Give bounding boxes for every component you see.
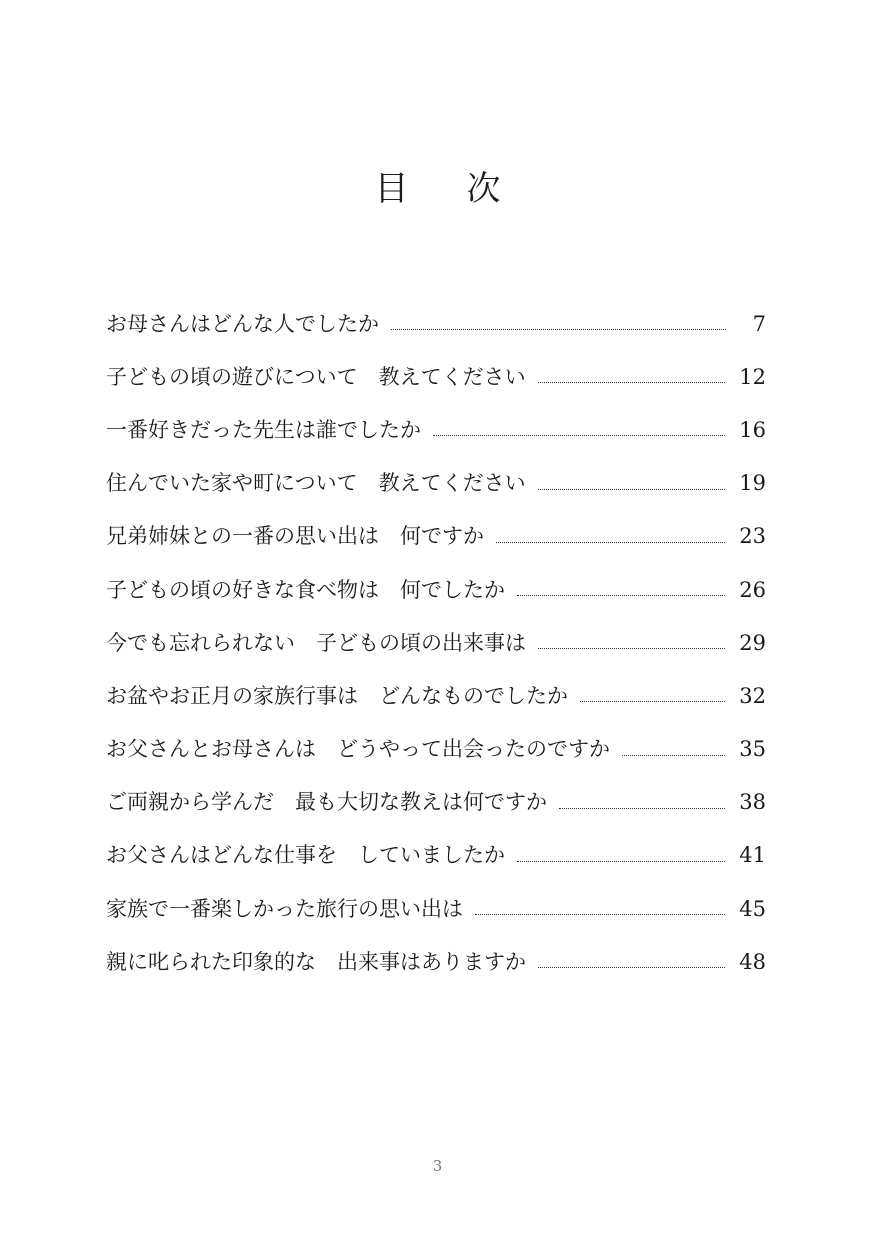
dot-leader	[538, 967, 725, 968]
toc-entry-page: 7	[752, 311, 766, 336]
dot-leader	[538, 489, 726, 490]
toc-entry-title: 今でも忘れられない 子どもの頃の出来事は	[106, 630, 526, 655]
toc-entry-page: 38	[739, 790, 766, 815]
toc-entry-page: 48	[739, 949, 766, 974]
toc-entry-title: お盆やお正月の家族行事は どんなものでしたか	[106, 683, 568, 708]
toc-entry[interactable]	[106, 510, 766, 563]
toc-entry-title: 一番好きだった先生は誰でしたか	[106, 417, 421, 442]
page-title: 目次	[374, 169, 559, 209]
dot-leader	[538, 648, 725, 649]
dot-leader	[496, 542, 725, 543]
dot-leader	[391, 329, 726, 330]
toc-entry[interactable]	[106, 829, 766, 882]
toc-entry[interactable]	[106, 457, 766, 510]
toc-entry[interactable]	[106, 297, 766, 350]
toc-entry-title: 子どもの頃の遊びについて 教えてください	[106, 364, 526, 389]
toc-entry-title: お母さんはどんな人でしたか	[106, 311, 379, 336]
toc-entry[interactable]	[106, 882, 766, 935]
toc-entry-page: 32	[739, 683, 766, 708]
toc-entry[interactable]	[106, 403, 766, 456]
toc-entry[interactable]	[106, 563, 766, 616]
toc-entry-page: 16	[739, 417, 766, 442]
dot-leader	[580, 701, 725, 702]
toc-entry-page: 41	[739, 843, 766, 868]
toc-entry-page: 19	[739, 471, 766, 496]
toc-entry-page: 35	[739, 737, 766, 762]
toc-entry-title: 家族で一番楽しかった旅行の思い出は	[106, 896, 463, 921]
toc-entry-title: ご両親から学んだ 最も大切な教えは何ですか	[106, 790, 547, 815]
dot-leader	[517, 861, 725, 862]
toc-entry-title: お父さんとお母さんは どうやって出会ったのですか	[106, 737, 610, 762]
dot-leader	[622, 755, 725, 756]
toc-entry[interactable]	[106, 935, 766, 988]
page-number: 3	[432, 1157, 443, 1175]
dot-leader	[475, 914, 725, 915]
toc-entry[interactable]	[106, 669, 766, 722]
toc-entry-page: 12	[739, 364, 766, 389]
toc-entry[interactable]	[106, 616, 766, 669]
toc-entry[interactable]	[106, 723, 766, 776]
toc-entry-title: 住んでいた家や町について 教えてください	[106, 471, 526, 496]
dot-leader	[559, 808, 725, 809]
toc-entry-page: 26	[739, 577, 766, 602]
toc-entry-page: 29	[739, 630, 766, 655]
toc-entry[interactable]	[106, 776, 766, 829]
toc-entry-title: 兄弟姉妹との一番の思い出は 何ですか	[106, 524, 484, 549]
dot-leader	[538, 382, 726, 383]
toc-entry-page: 45	[739, 896, 766, 921]
dot-leader	[517, 595, 725, 596]
toc-entry-title: お父さんはどんな仕事を していましたか	[106, 843, 505, 868]
table-of-contents	[106, 297, 766, 988]
toc-entry-page: 23	[739, 524, 766, 549]
toc-entry[interactable]	[106, 350, 766, 403]
toc-entry-title: 子どもの頃の好きな食べ物は 何でしたか	[106, 577, 505, 602]
dot-leader	[433, 435, 725, 436]
toc-entry-title: 親に叱られた印象的な 出来事はありますか	[106, 949, 526, 974]
